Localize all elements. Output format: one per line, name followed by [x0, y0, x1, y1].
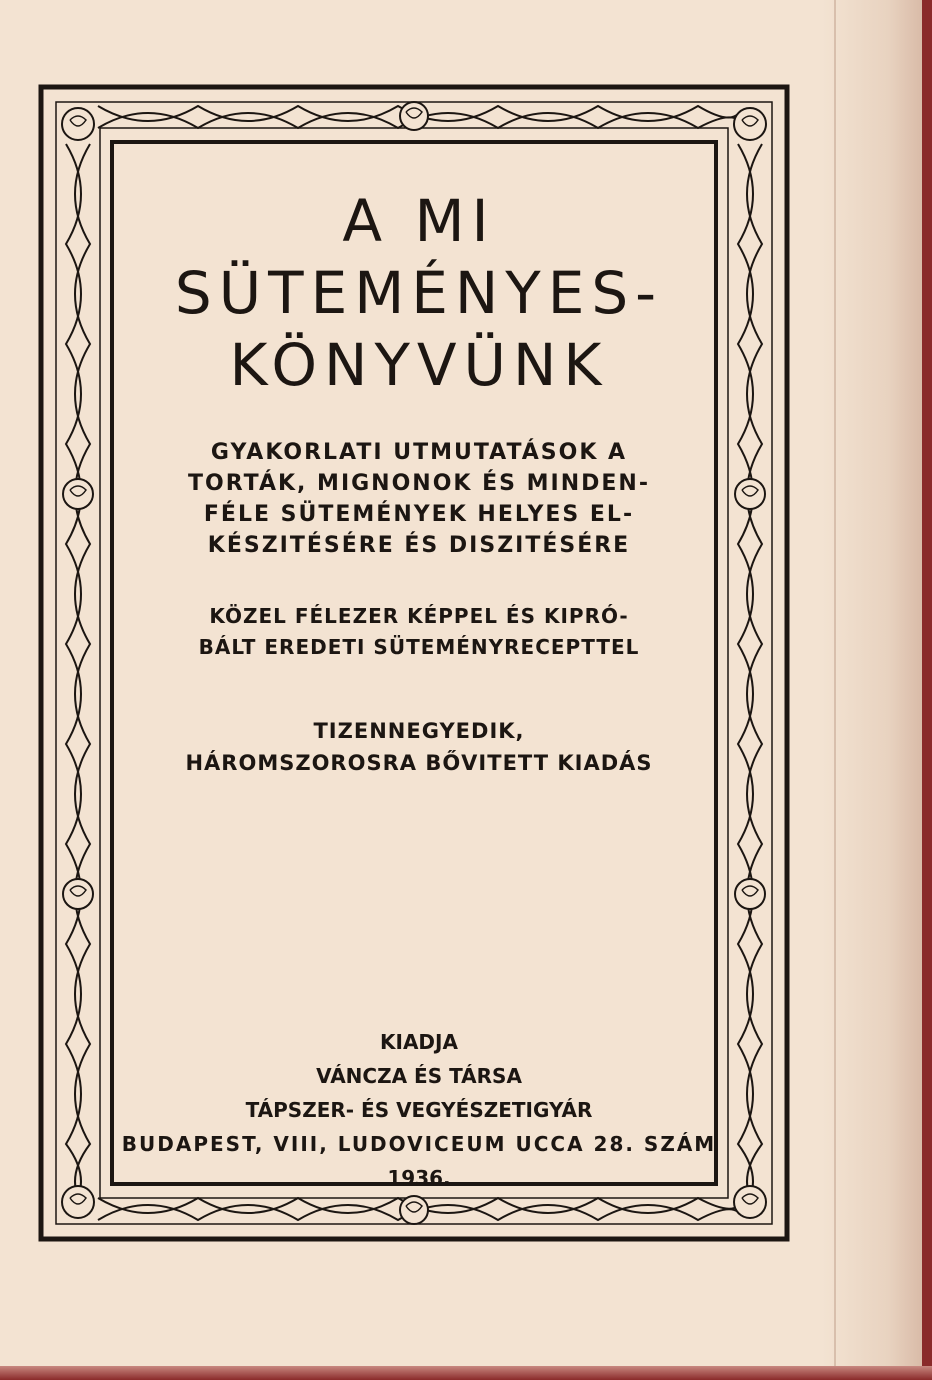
subtitle-line-2: TORTÁK, MIGNONOK ÉS MINDEN-	[188, 471, 650, 496]
edition-line-1: TIZENNEGYEDIK,	[313, 719, 525, 743]
book-bottom-edge	[0, 1366, 932, 1380]
edition-note	[118, 715, 720, 779]
description-line-2: BÁLT EREDETI SÜTEMÉNYRECEPTTEL	[198, 635, 640, 659]
book-title	[118, 185, 720, 401]
publication-year: 1936.	[387, 1166, 451, 1190]
publisher-label: KIADJA	[380, 1030, 458, 1054]
description-line-1: KÖZEL FÉLEZER KÉPPEL ÉS KIPRÓ-	[209, 604, 629, 628]
title-line-3: KÖNYVÜNK	[229, 331, 609, 399]
publisher-name: VÁNCZA ÉS TÁRSA	[316, 1064, 522, 1088]
publisher-company: TÁPSZER- ÉS VEGYÉSZETIGYÁR	[245, 1098, 593, 1122]
page-edge-line	[834, 0, 836, 1380]
page-spine-shadow	[822, 0, 932, 1380]
book-description	[118, 601, 720, 663]
title-page-content	[118, 145, 720, 1190]
publisher-block	[118, 1025, 720, 1195]
book-subtitle	[118, 437, 720, 561]
subtitle-line-1: GYAKORLATI UTMUTATÁSOK A	[210, 440, 628, 465]
publisher-address: BUDAPEST, VIII, LUDOVICEUM UCCA 28. SZÁM	[121, 1132, 717, 1156]
subtitle-line-4: KÉSZITÉSÉRE ÉS DISZITÉSÉRE	[207, 533, 631, 558]
subtitle-line-3: FÉLE SÜTEMÉNYEK HELYES EL-	[203, 502, 635, 527]
title-line-2: SÜTEMÉNYES-	[174, 259, 664, 327]
title-line-1: A MI	[342, 187, 496, 255]
edition-line-2: HÁROMSZOROSRA BŐVITETT KIADÁS	[185, 751, 653, 775]
book-cover-edge	[922, 0, 932, 1380]
